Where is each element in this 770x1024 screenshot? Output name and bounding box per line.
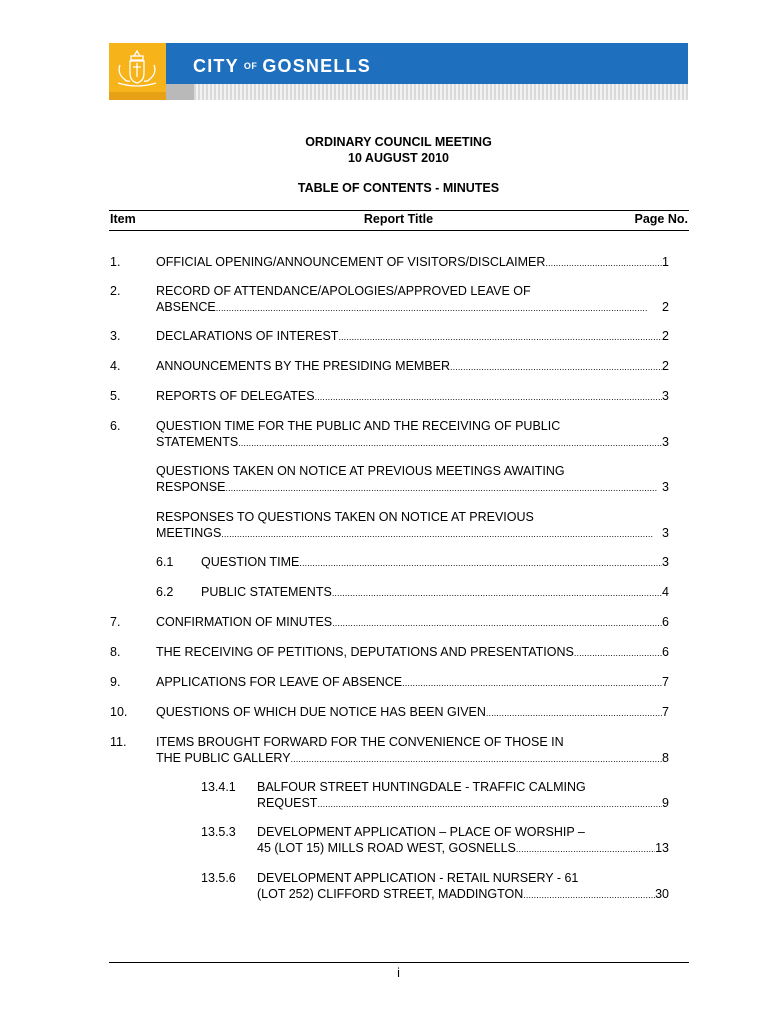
toc-entry[interactable] bbox=[257, 824, 669, 857]
crest-logo bbox=[109, 43, 166, 100]
toc-dot-leader bbox=[291, 751, 663, 767]
toc-page-number: 7 bbox=[662, 675, 669, 689]
toc-dot-leader bbox=[216, 300, 662, 316]
toc-entry[interactable] bbox=[156, 644, 669, 661]
toc-dot-leader bbox=[225, 480, 662, 496]
toc-item-number: 8. bbox=[110, 645, 121, 659]
toc-entry[interactable] bbox=[156, 358, 669, 375]
toc-entry-title: THE PUBLIC GALLERY bbox=[156, 751, 291, 765]
toc-entry-title: APPLICATIONS FOR LEAVE OF ABSENCE bbox=[156, 675, 403, 689]
toc-page-number: 6 bbox=[662, 615, 669, 629]
toc-page-number: 8 bbox=[662, 751, 669, 765]
column-header-report-title: Report Title bbox=[363, 212, 434, 226]
document-title: TABLE OF CONTENTS - MINUTES bbox=[297, 181, 500, 195]
toc-item-number: 10. bbox=[110, 705, 128, 719]
toc-dot-leader bbox=[523, 887, 655, 903]
toc-entry[interactable] bbox=[201, 584, 669, 601]
toc-entry-title: RECORD OF ATTENDANCE/APOLOGIES/APPROVED LEAVE OF bbox=[156, 284, 531, 298]
toc-dot-leader bbox=[221, 526, 662, 542]
toc-entry-title: CONFIRMATION OF MINUTES bbox=[156, 615, 333, 629]
column-header-item: Item bbox=[110, 212, 136, 226]
toc-entry-title: QUESTIONS OF WHICH DUE NOTICE HAS BEEN GIVEN bbox=[156, 705, 486, 719]
toc-entry-title: ABSENCE bbox=[156, 300, 216, 314]
coat-of-arms-icon bbox=[109, 43, 166, 92]
toc-page-number: 30 bbox=[655, 887, 669, 901]
toc-page-number: 3 bbox=[662, 555, 669, 569]
toc-entry-title: DECLARATIONS OF INTEREST bbox=[156, 329, 339, 343]
header-banner bbox=[109, 43, 688, 100]
toc-entry[interactable] bbox=[156, 509, 669, 542]
toc-entry-title: MEETINGS bbox=[156, 526, 222, 540]
toc-item-number: 6. bbox=[110, 419, 121, 433]
logo-gosnells-text: GOSNELLS bbox=[262, 56, 371, 76]
toc-entry-title: RESPONSE bbox=[156, 480, 226, 494]
toc-entry[interactable] bbox=[156, 674, 669, 691]
logo-of-text: OF bbox=[243, 61, 258, 71]
toc-item-number: 13.4.1 bbox=[201, 780, 236, 794]
toc-entry-title: REQUEST bbox=[257, 796, 318, 810]
toc-dot-leader bbox=[402, 675, 662, 691]
toc-entry-title: THE RECEIVING OF PETITIONS, DEPUTATIONS AND PRESENTATIONS bbox=[156, 645, 574, 659]
toc-page-number: 9 bbox=[662, 796, 669, 810]
toc-item-number: 9. bbox=[110, 675, 121, 689]
toc-item-number: 4. bbox=[110, 359, 121, 373]
toc-item-number: 7. bbox=[110, 615, 121, 629]
logo-city-text: CITY bbox=[193, 56, 239, 76]
toc-item-number: 6.2 bbox=[156, 585, 174, 599]
toc-item-number: 6.1 bbox=[156, 555, 174, 569]
toc-entry[interactable] bbox=[257, 779, 669, 812]
banner-stripe bbox=[166, 84, 688, 100]
toc-entry[interactable] bbox=[156, 463, 669, 496]
toc-dot-leader bbox=[450, 359, 662, 375]
toc-entry-title: (LOT 252) CLIFFORD STREET, MADDINGTON bbox=[257, 887, 524, 901]
toc-entry-title: BALFOUR STREET HUNTINGDALE - TRAFFIC CALMING bbox=[257, 780, 586, 794]
toc-entry-title: PUBLIC STATEMENTS bbox=[201, 585, 332, 599]
toc-entry[interactable] bbox=[156, 614, 669, 631]
toc-item-number: 13.5.6 bbox=[201, 871, 236, 885]
toc-item-number: 5. bbox=[110, 389, 121, 403]
toc-dot-leader bbox=[317, 796, 662, 812]
toc-dot-leader bbox=[486, 705, 662, 721]
toc-page-number: 3 bbox=[662, 526, 669, 540]
toc-entry[interactable] bbox=[257, 870, 669, 903]
toc-dot-leader bbox=[545, 255, 662, 271]
toc-page-number: 7 bbox=[662, 705, 669, 719]
toc-item-number: 2. bbox=[110, 284, 121, 298]
meeting-date: 10 AUGUST 2010 bbox=[348, 151, 449, 165]
toc-dot-leader bbox=[299, 555, 662, 571]
toc-dot-leader bbox=[332, 615, 662, 631]
toc-entry-title: QUESTION TIME bbox=[201, 555, 300, 569]
toc-item-number: 13.5.3 bbox=[201, 825, 236, 839]
toc-entry-title: DEVELOPMENT APPLICATION – PLACE OF WORSHIP – bbox=[257, 825, 585, 839]
toc-entry-title: DEVELOPMENT APPLICATION - RETAIL NURSERY - 61 bbox=[257, 871, 579, 885]
toc-page-number: 3 bbox=[662, 480, 669, 494]
toc-page-number: 6 bbox=[662, 645, 669, 659]
toc-entry[interactable] bbox=[156, 283, 669, 316]
header-rule-top bbox=[109, 210, 689, 211]
toc-item-number: 1. bbox=[110, 255, 121, 269]
toc-entry[interactable] bbox=[156, 418, 669, 451]
column-header-page-no: Page No. bbox=[634, 212, 688, 226]
toc-page-number: 2 bbox=[662, 329, 669, 343]
footer-rule bbox=[109, 962, 689, 963]
city-of-gosnells-logotype bbox=[193, 56, 371, 77]
toc-entry-title: STATEMENTS bbox=[156, 435, 239, 449]
toc-entry[interactable] bbox=[156, 704, 669, 721]
header-rule-bottom bbox=[109, 230, 689, 231]
toc-entry-title: REPORTS OF DELEGATES bbox=[156, 389, 315, 403]
toc-item-number: 3. bbox=[110, 329, 121, 343]
toc-entry-title: QUESTION TIME FOR THE PUBLIC AND THE RECEIVING OF PUBLIC bbox=[156, 419, 561, 433]
toc-entry[interactable] bbox=[156, 388, 669, 405]
toc-page-number: 2 bbox=[662, 359, 669, 373]
toc-dot-leader bbox=[332, 585, 662, 601]
toc-dot-leader bbox=[516, 841, 655, 857]
toc-entry[interactable] bbox=[156, 254, 669, 271]
toc-page-number: 3 bbox=[662, 389, 669, 403]
banner-stripe-accent bbox=[166, 84, 194, 100]
toc-dot-leader bbox=[315, 389, 662, 405]
toc-entry[interactable] bbox=[201, 554, 669, 571]
toc-item-number: 11. bbox=[110, 735, 127, 749]
toc-entry[interactable] bbox=[156, 734, 669, 767]
toc-dot-leader bbox=[338, 329, 662, 345]
meeting-title: ORDINARY COUNCIL MEETING bbox=[305, 135, 492, 149]
toc-page-number: 4 bbox=[662, 585, 669, 599]
toc-entry-title: ANNOUNCEMENTS BY THE PRESIDING MEMBER bbox=[156, 359, 451, 373]
toc-page-number: 2 bbox=[662, 300, 669, 314]
toc-entry[interactable] bbox=[156, 328, 669, 345]
toc-entry-title: RESPONSES TO QUESTIONS TAKEN ON NOTICE AT PREVIOUS bbox=[156, 510, 534, 524]
toc-entry-title: 45 (LOT 15) MILLS ROAD WEST, GOSNELLS bbox=[257, 841, 516, 855]
toc-page-number: 1 bbox=[662, 255, 669, 269]
toc-entry-title: QUESTIONS TAKEN ON NOTICE AT PREVIOUS MEETINGS AWAITING bbox=[156, 464, 565, 478]
toc-page-number: 3 bbox=[662, 435, 669, 449]
toc-page-number: 13 bbox=[655, 841, 669, 855]
toc-entry-title: OFFICIAL OPENING/ANNOUNCEMENT OF VISITORS/DISCLAIMER bbox=[156, 255, 546, 269]
toc-dot-leader bbox=[238, 435, 662, 451]
toc-dot-leader bbox=[574, 645, 662, 661]
footer-page-number: i bbox=[397, 966, 400, 980]
toc-entry-title: ITEMS BROUGHT FORWARD FOR THE CONVENIENCE OF THOSE IN bbox=[156, 735, 564, 749]
